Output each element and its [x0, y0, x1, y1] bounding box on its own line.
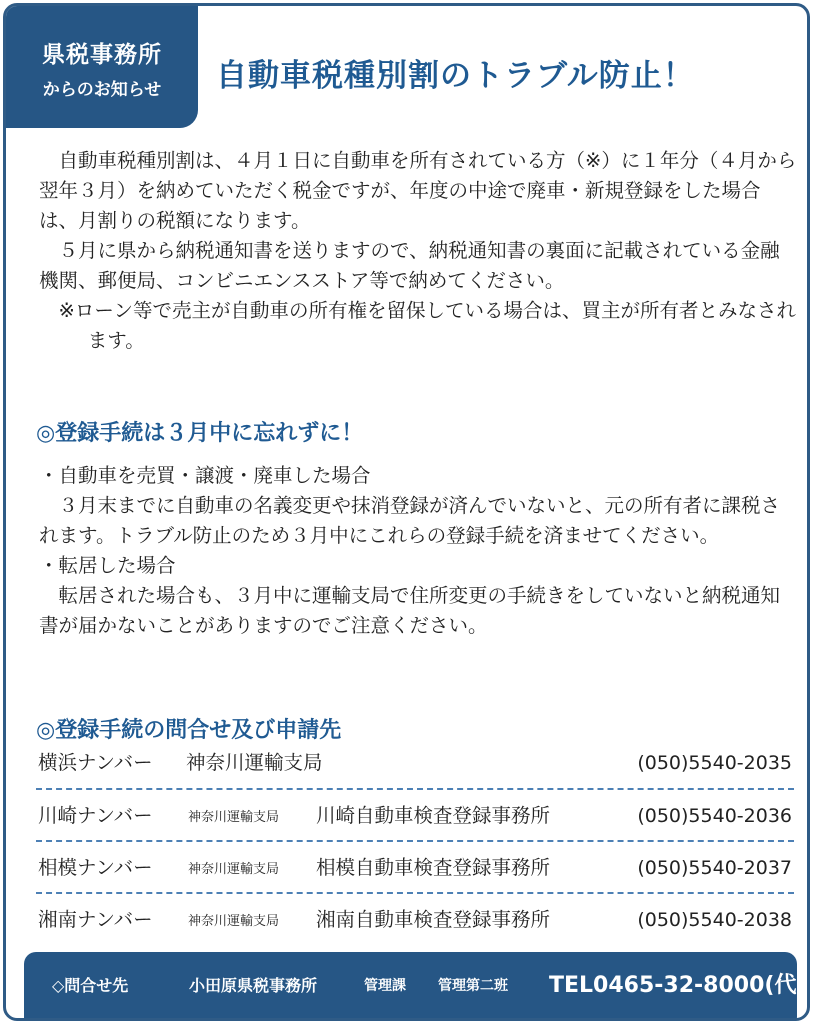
- contact-row-shonan: [36, 894, 794, 944]
- plate-name: 湘南ナンバー: [38, 908, 153, 931]
- notice-frame: [3, 3, 810, 1021]
- office-badge: [6, 6, 198, 128]
- contact-footer: [24, 952, 807, 1018]
- case-move-title: ・転居した場合: [39, 554, 176, 577]
- phone-number: (050)5540-2037: [637, 857, 792, 879]
- section-heading-contacts: ◎登録手続の問合せ及び申請先: [36, 718, 342, 743]
- intro-text: [39, 146, 799, 356]
- footer-department: 管理課: [364, 978, 406, 994]
- contact-row-sagami: [36, 842, 794, 894]
- case-move-body: 転居された場合も、３月中に運輸支局で住所変更の手続きをしていないと納税通知書が届かないことがありますのでご注意ください。: [39, 584, 781, 637]
- phone-number: (050)5540-2038: [637, 909, 792, 931]
- footer-office: 小田原県税事務所: [189, 976, 318, 995]
- intro-note: ※ローン等で売主が自動車の所有権を留保している場合は、買主が所有者とみなされます。: [58, 299, 796, 352]
- badge-title: 県税事務所: [42, 42, 162, 68]
- bureau-name-small: 神奈川運輸支局: [188, 810, 280, 825]
- bureau-name-small: 神奈川運輸支局: [188, 862, 280, 877]
- plate-name: 横浜ナンバー: [38, 751, 153, 774]
- plate-name: 相模ナンバー: [38, 856, 153, 879]
- bureau-name-small: 神奈川運輸支局: [188, 914, 280, 929]
- registration-text: [39, 461, 799, 641]
- footer-phone: TEL0465-32-8000(代): [549, 973, 807, 998]
- phone-number: (050)5540-2036: [637, 805, 792, 827]
- office-name: 川崎自動車検査登録事務所: [316, 804, 551, 827]
- intro-paragraph-1: 自動車税種別割は、４月１日に自動車を所有されている方（※）に１年分（４月から翌年３月）を納めていただく税金ですが、年度の中途で廃車・新規登録をした場合は、月割りの税額になります。: [39, 149, 797, 232]
- badge-subtitle: からのお知らせ: [42, 80, 162, 100]
- footer-section: 管理第二班: [438, 978, 508, 994]
- case-sale-title: ・自動車を売買・譲渡・廃車した場合: [39, 464, 371, 487]
- case-sale-body: ３月末までに自動車の名義変更や抹消登録が済んでいないと、元の所有者に課税されます。トラブル防止のため３月中にこれらの登録手続を済ませてください。: [39, 494, 781, 547]
- phone-number: (050)5540-2035: [637, 752, 792, 774]
- contact-row-kawasaki: [36, 790, 794, 842]
- footer-label: ◇問合せ先: [52, 976, 129, 995]
- contact-list: [36, 748, 794, 944]
- bureau-name: 神奈川運輸支局: [186, 751, 323, 774]
- intro-paragraph-2: ５月に県から納税通知書を送りますので、納税通知書の裏面に記載されている金融機関、郵便局、コンビニエンスストア等で納めてください。: [39, 239, 780, 292]
- contact-row-yokohama: [36, 748, 794, 790]
- office-name: 相模自動車検査登録事務所: [316, 856, 551, 879]
- page-title: 自動車税種別割のトラブル防止！: [216, 58, 695, 94]
- plate-name: 川崎ナンバー: [38, 804, 153, 827]
- section-heading-registration: ◎登録手続は３月中に忘れずに！: [36, 421, 364, 446]
- office-name: 湘南自動車検査登録事務所: [316, 908, 551, 931]
